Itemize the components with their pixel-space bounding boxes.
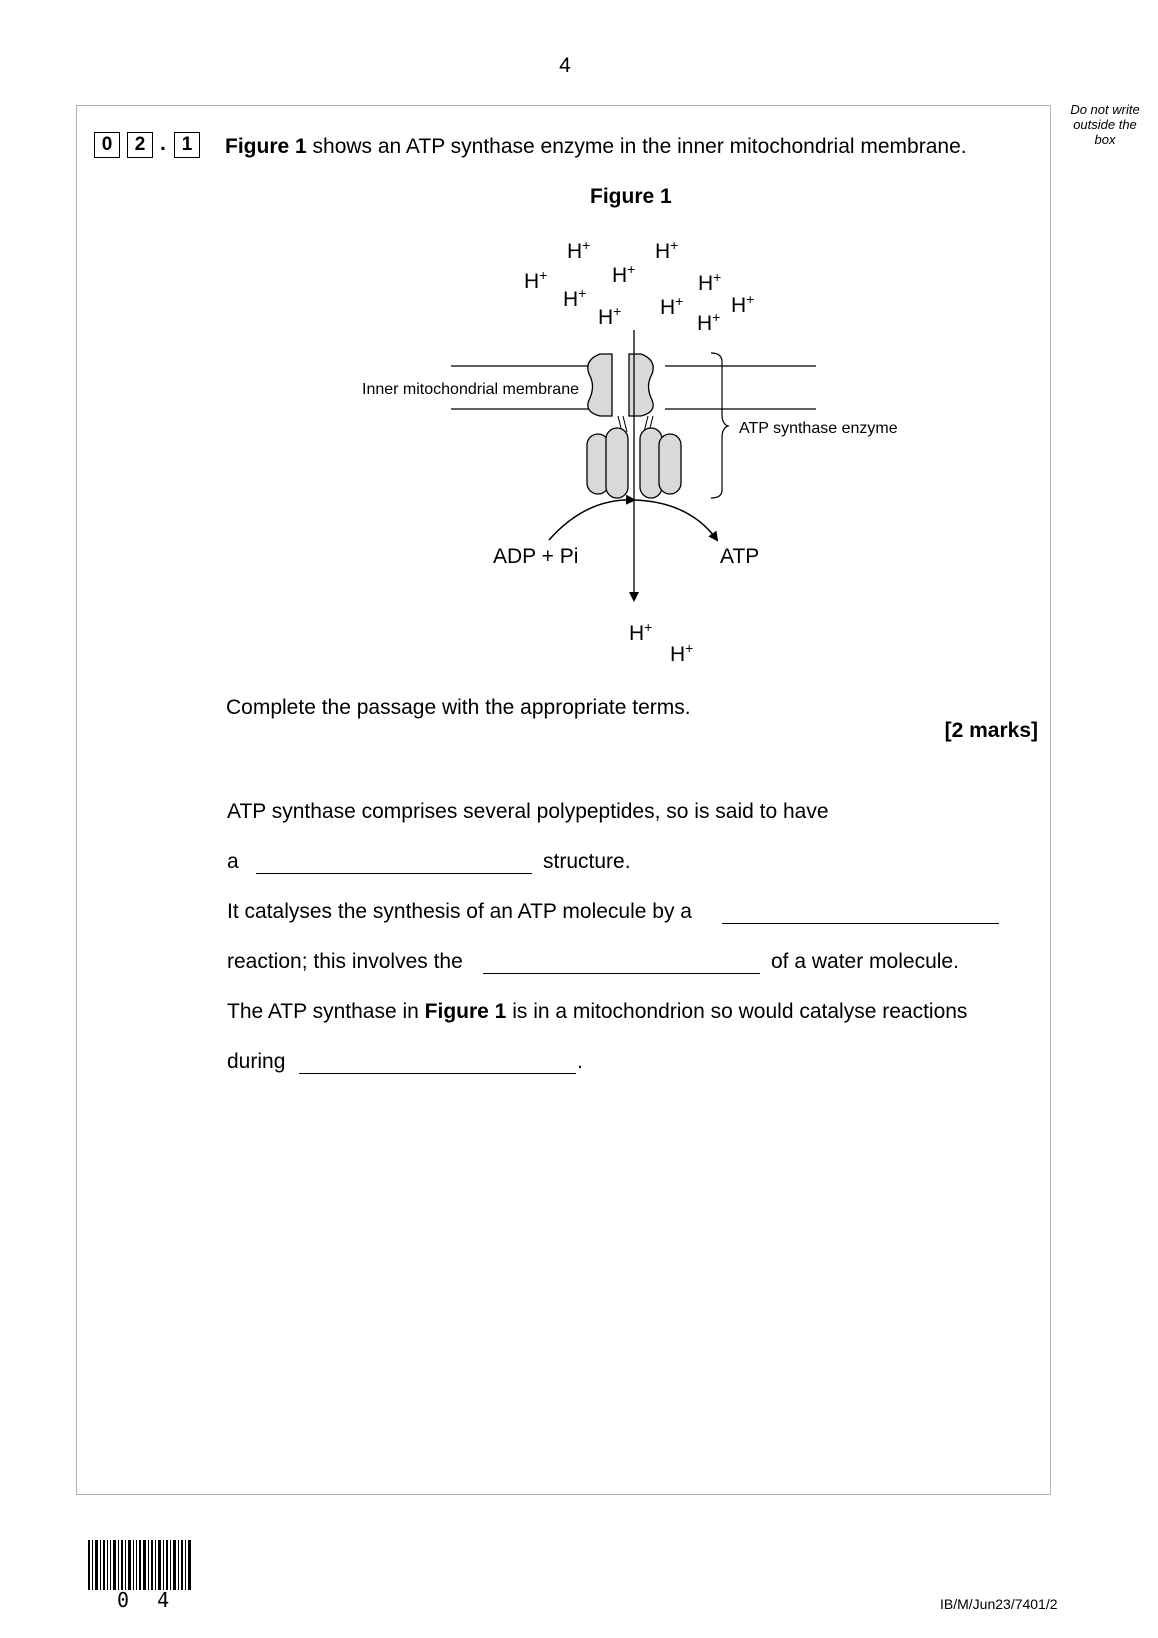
barcode [88, 1540, 194, 1590]
answer-blank-water-role[interactable] [483, 972, 760, 974]
marks-label: [2 marks] [944, 719, 1038, 742]
svg-text:H+: H+ [598, 303, 622, 329]
enzyme-label: ATP synthase enzyme [739, 420, 898, 437]
svg-text:H+: H+ [612, 261, 636, 287]
instruction-text: Complete the passage with the appropriate terms. [226, 696, 691, 719]
h-ion-top [698, 269, 721, 295]
passage-line: ATP synthase comprises several polypeptides, so is said to have [227, 800, 829, 823]
passage-text: . [577, 1050, 583, 1073]
svg-text:H+: H+ [629, 619, 653, 645]
h-ion-top [524, 267, 547, 293]
figure-diagram [0, 0, 1158, 700]
h-ion-top [563, 285, 586, 311]
passage-text: a [227, 850, 239, 873]
h-ion-bottom [629, 619, 652, 645]
figure-title: Figure 1 [590, 185, 672, 208]
f0-subunit-left [588, 354, 612, 416]
question-part-digit: 1 [174, 132, 200, 158]
enzyme-brace [711, 353, 728, 498]
passage-line: It catalyses the synthesis of an ATP molecule by a [227, 900, 692, 923]
page-number: 4 [559, 54, 571, 77]
passage-text: reaction; this involves the [227, 950, 463, 973]
question-number-digit: 0 [94, 132, 120, 158]
f1-subunit [659, 434, 681, 494]
svg-text:H+: H+ [567, 237, 591, 263]
question-number-dot: . [160, 132, 166, 155]
h-ion-top [567, 237, 590, 263]
question-number-digit: 2 [127, 132, 153, 158]
margin-note-line: box [1094, 132, 1116, 147]
h-ion-top [655, 237, 678, 263]
question-rest: shows an ATP synthase enzyme in the inner mitochondrial membrane. [306, 135, 967, 158]
svg-text:H+: H+ [698, 269, 722, 295]
passage-text: is in a mitochondrion so would catalyse reactions [506, 1000, 968, 1023]
membrane-label: Inner mitochondrial membrane [362, 381, 579, 398]
question-figure-ref: Figure 1 [225, 135, 307, 158]
passage-line [227, 1000, 967, 1024]
reactant-label: ADP + Pi [493, 545, 579, 568]
h-ion-top [697, 309, 720, 335]
svg-text:H+: H+ [655, 237, 679, 263]
h-ion-top [731, 291, 754, 317]
h-ion-bottom [670, 640, 693, 666]
svg-text:H+: H+ [731, 291, 755, 317]
passage-text: of a water molecule. [771, 950, 959, 973]
svg-text:H+: H+ [697, 309, 721, 335]
svg-text:H+: H+ [524, 267, 548, 293]
passage-text: The ATP synthase in [227, 1000, 425, 1023]
f1-subunit [606, 428, 628, 498]
footer-code: IB/M/Jun23/7401/2 [940, 1596, 1058, 1612]
margin-note-line: Do not write [1070, 102, 1140, 117]
passage-line [227, 850, 239, 874]
answer-blank-structure[interactable] [256, 872, 532, 874]
reaction-arrow-out [634, 500, 717, 540]
answer-blank-reaction-type[interactable] [722, 922, 999, 924]
h-ion-top [612, 261, 635, 287]
answer-blank-process[interactable] [299, 1072, 576, 1074]
passage-figure-ref: Figure 1 [424, 1000, 507, 1023]
passage-text: structure. [543, 850, 631, 873]
svg-text:H+: H+ [670, 640, 694, 666]
svg-text:H+: H+ [660, 293, 684, 319]
h-ion-top [598, 303, 621, 329]
f0-subunit-right [629, 354, 653, 416]
margin-note-line: outside the [1073, 117, 1137, 132]
passage-text: during [227, 1050, 286, 1073]
barcode-number: 0 4 [117, 1588, 178, 1612]
product-label: ATP [720, 545, 760, 568]
h-ion-top [660, 293, 683, 319]
svg-text:H+: H+ [563, 285, 587, 311]
reaction-arrow-in [549, 500, 634, 540]
